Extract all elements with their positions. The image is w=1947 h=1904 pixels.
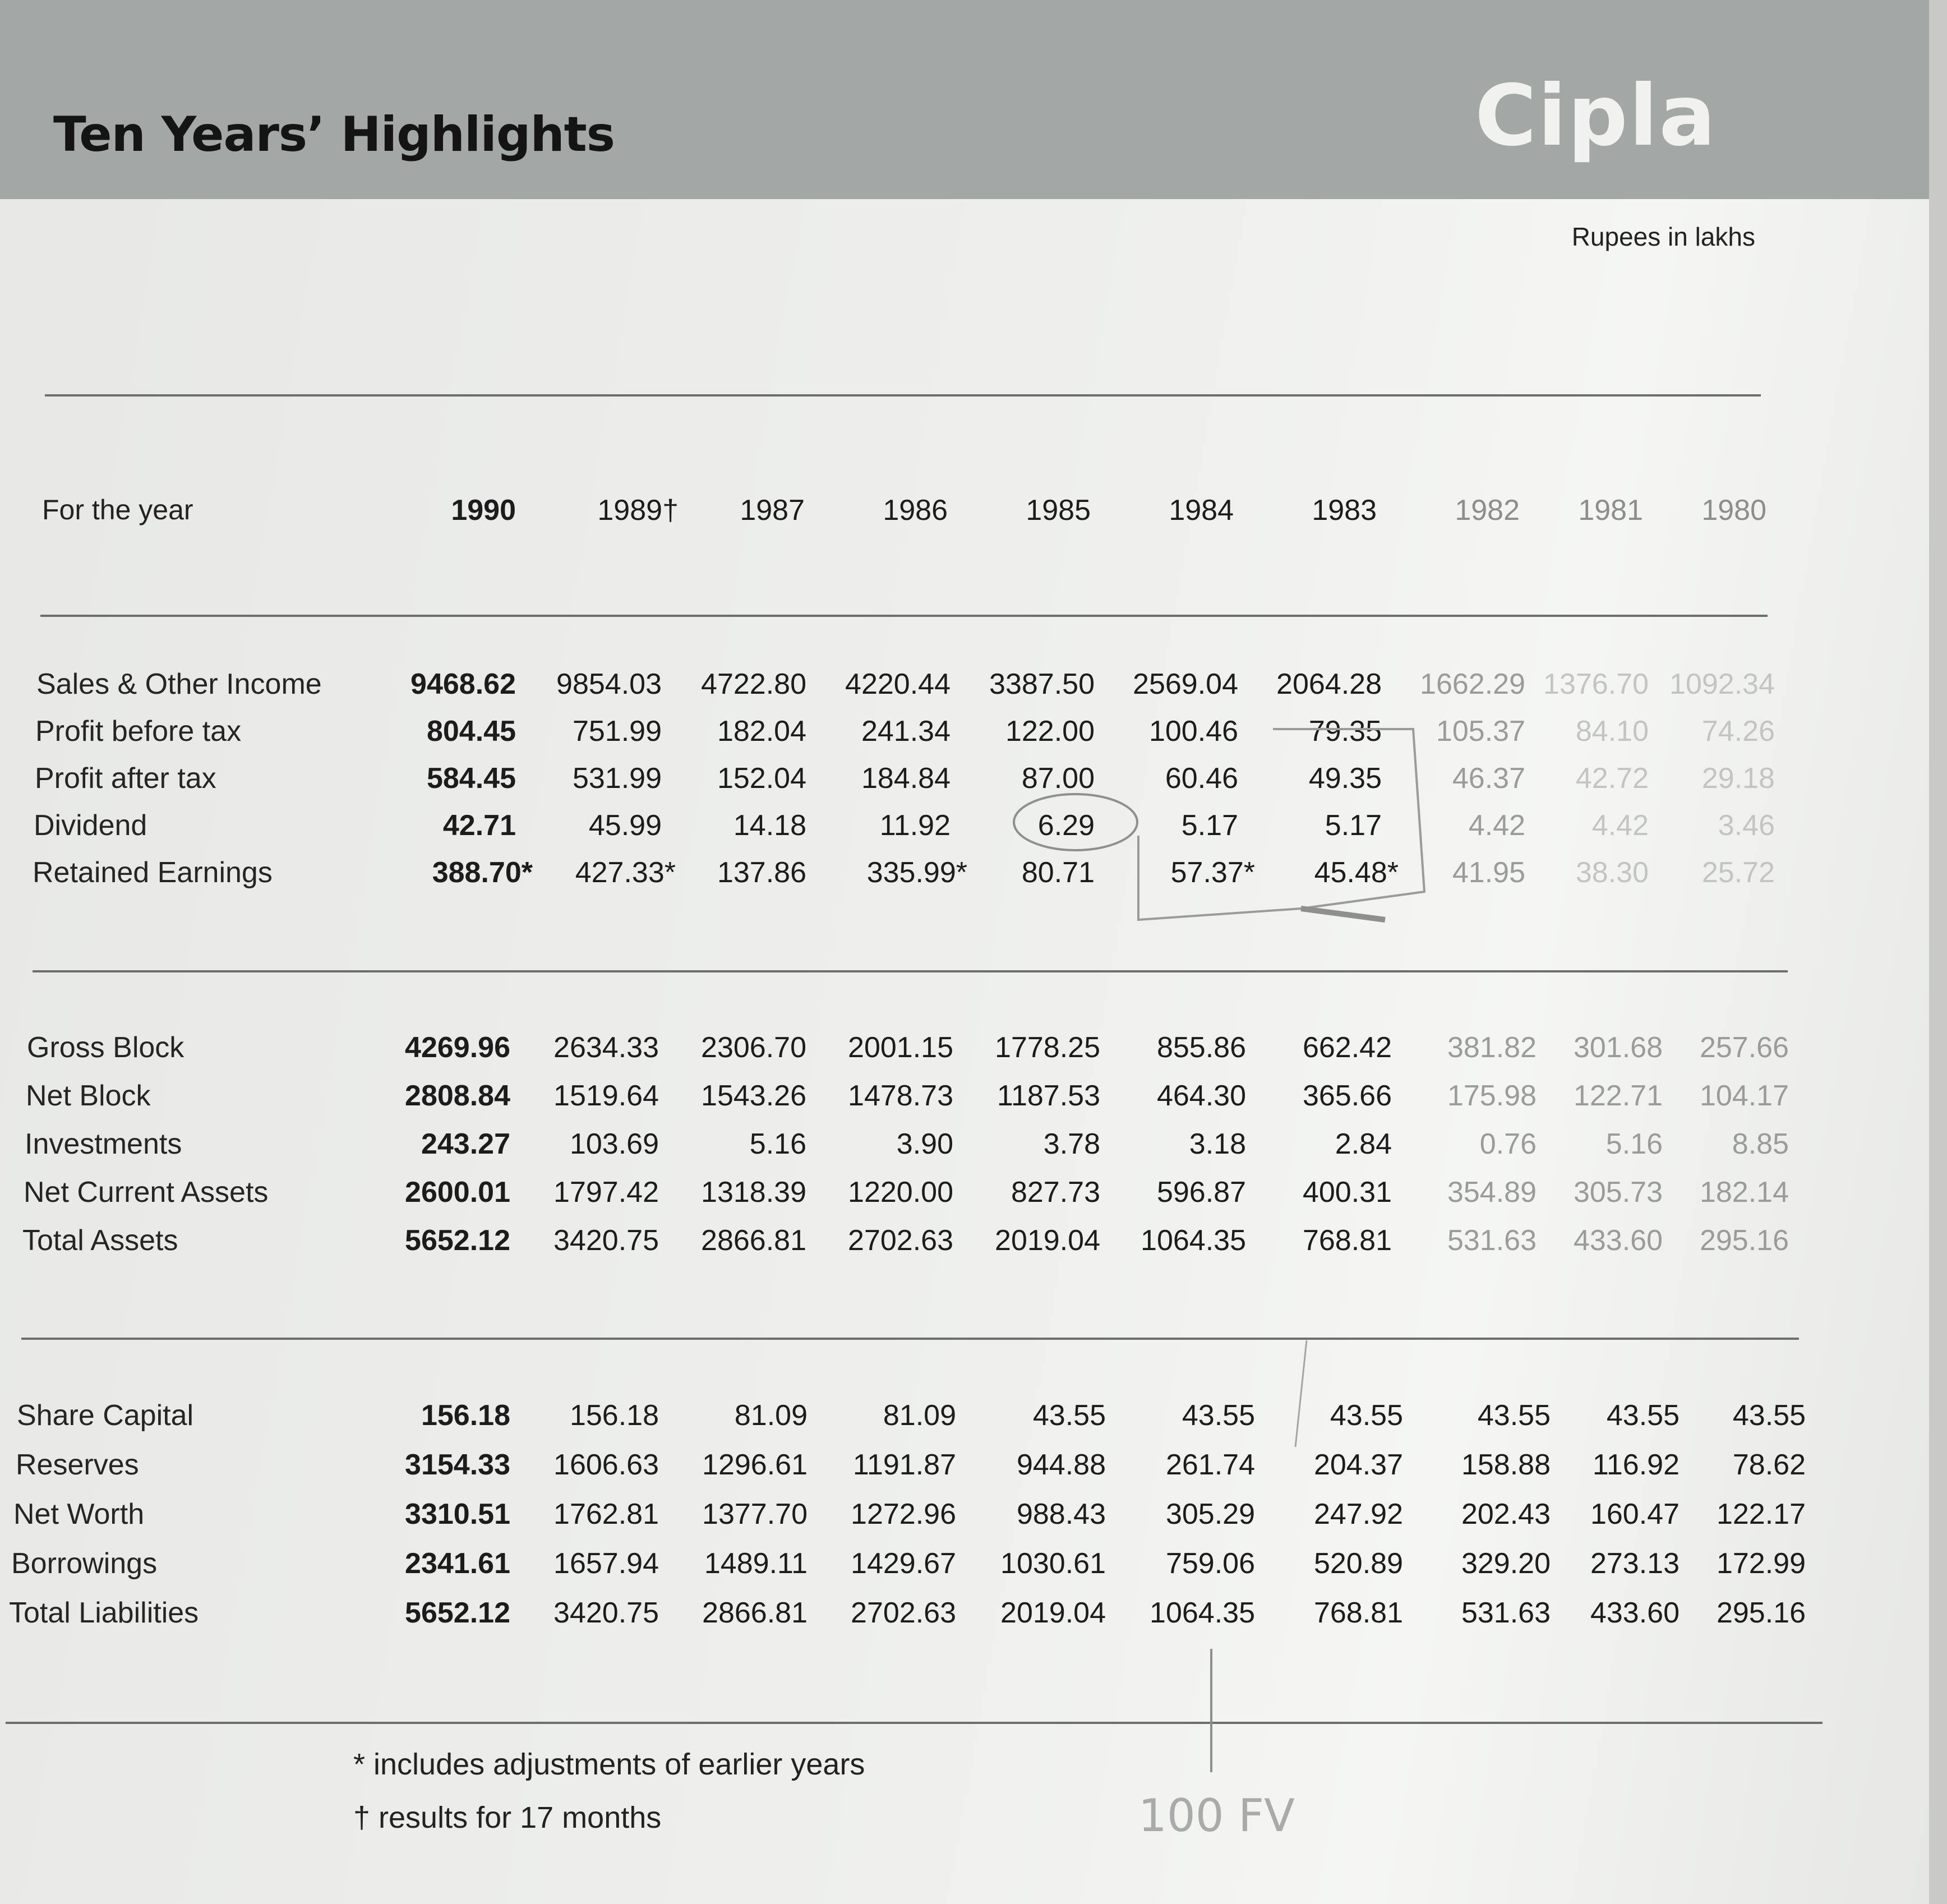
table-cell: 43.55 xyxy=(1606,1399,1680,1432)
table-cell: 531.99 xyxy=(572,762,662,795)
table-row xyxy=(0,809,1851,854)
table-cell: 3154.33 xyxy=(405,1449,510,1481)
divider xyxy=(21,1338,1799,1340)
table-cell: 241.34 xyxy=(861,715,951,748)
table-cell: 202.43 xyxy=(1461,1498,1551,1530)
table-cell: 2702.63 xyxy=(851,1597,956,1629)
table-row xyxy=(0,1399,1851,1444)
table-cell: 295.16 xyxy=(1716,1597,1806,1629)
row-label: Profit after tax xyxy=(35,762,216,795)
table-cell: 2569.04 xyxy=(1133,668,1238,700)
row-label: Net Worth xyxy=(13,1498,145,1530)
table-cell: 4269.96 xyxy=(405,1031,510,1064)
table-cell: 84.10 xyxy=(1575,715,1649,748)
table-cell: 79.35 xyxy=(1308,715,1382,748)
table-cell: 152.04 xyxy=(717,762,806,795)
table-cell: 1478.73 xyxy=(848,1080,953,1112)
table-cell: 1429.67 xyxy=(851,1547,956,1580)
table-cell: 1220.00 xyxy=(848,1176,953,1209)
row-label: Dividend xyxy=(34,809,147,842)
table-cell: 3.78 xyxy=(1043,1128,1100,1160)
row-label: Net Block xyxy=(26,1080,151,1112)
table-cell: 43.55 xyxy=(1330,1399,1403,1432)
year-header: 1980 xyxy=(1701,494,1766,527)
table-cell: 531.63 xyxy=(1461,1597,1551,1629)
divider xyxy=(6,1722,1823,1724)
table-cell: 41.95 xyxy=(1452,856,1525,889)
table-cell: 0.76 xyxy=(1479,1128,1537,1160)
table-cell: 944.88 xyxy=(1016,1449,1106,1481)
table-cell: 2808.84 xyxy=(405,1080,510,1112)
row-label: Sales & Other Income xyxy=(36,668,322,700)
table-cell: 9468.62 xyxy=(410,668,516,700)
table-cell: 60.46 xyxy=(1165,762,1238,795)
table-cell: 172.99 xyxy=(1716,1547,1806,1580)
table-cell: 329.20 xyxy=(1461,1547,1551,1580)
table-cell: 2866.81 xyxy=(702,1597,808,1629)
table-cell: 4722.80 xyxy=(701,668,806,700)
table-cell: 273.13 xyxy=(1590,1547,1680,1580)
table-cell: 4.42 xyxy=(1591,809,1649,842)
table-cell: 43.55 xyxy=(1477,1399,1551,1432)
divider xyxy=(33,970,1788,972)
table-cell: 1318.39 xyxy=(701,1176,806,1209)
table-cell: 1064.35 xyxy=(1150,1597,1255,1629)
table-cell: 2306.70 xyxy=(701,1031,806,1064)
table-cell: 596.87 xyxy=(1156,1176,1246,1209)
table-cell: 158.88 xyxy=(1461,1449,1551,1481)
table-cell: 122.00 xyxy=(1005,715,1095,748)
table-cell: 25.72 xyxy=(1701,856,1775,889)
table-cell: 3.18 xyxy=(1189,1128,1246,1160)
table-cell: 184.84 xyxy=(861,762,951,795)
table-cell: 301.68 xyxy=(1573,1031,1663,1064)
table-cell: 4.42 xyxy=(1468,809,1525,842)
table-cell: 57.37* xyxy=(1170,856,1255,889)
table-cell: 768.81 xyxy=(1302,1224,1392,1257)
table-cell: 5.16 xyxy=(749,1128,806,1160)
table-cell: 81.09 xyxy=(883,1399,956,1432)
table-cell: 520.89 xyxy=(1313,1547,1403,1580)
row-label: Profit before tax xyxy=(35,715,242,748)
table-cell: 156.18 xyxy=(421,1399,510,1432)
table-cell: 2019.04 xyxy=(1000,1597,1106,1629)
table-cell: 427.33* xyxy=(575,856,676,889)
table-cell: 1778.25 xyxy=(995,1031,1100,1064)
table-row xyxy=(0,856,1851,901)
table-cell: 5.17 xyxy=(1181,809,1238,842)
table-cell: 29.18 xyxy=(1701,762,1775,795)
table-cell: 1272.96 xyxy=(851,1498,956,1530)
table-cell: 81.09 xyxy=(734,1399,808,1432)
table-cell: 43.55 xyxy=(1732,1399,1806,1432)
table-cell: 464.30 xyxy=(1156,1080,1246,1112)
table-cell: 305.29 xyxy=(1165,1498,1255,1530)
table-cell: 1376.70 xyxy=(1543,668,1649,700)
table-cell: 1064.35 xyxy=(1141,1224,1246,1257)
table-cell: 365.66 xyxy=(1302,1080,1392,1112)
page-title: Ten Years’ Highlights xyxy=(53,107,615,163)
table-cell: 1543.26 xyxy=(701,1080,806,1112)
table-cell: 103.69 xyxy=(569,1128,659,1160)
table-cell: 3420.75 xyxy=(553,1224,659,1257)
table-cell: 4220.44 xyxy=(845,668,951,700)
divider xyxy=(40,615,1768,617)
table-row xyxy=(0,762,1851,806)
table-cell: 9854.03 xyxy=(556,668,662,700)
table-row xyxy=(0,1224,1851,1269)
table-row xyxy=(0,1448,1851,1493)
table-cell: 2064.28 xyxy=(1276,668,1382,700)
row-label: Investments xyxy=(25,1128,182,1160)
table-cell: 2600.01 xyxy=(405,1176,510,1209)
year-header: 1986 xyxy=(883,494,948,527)
table-cell: 400.31 xyxy=(1302,1176,1392,1209)
table-cell: 261.74 xyxy=(1165,1449,1255,1481)
year-header: 1990 xyxy=(451,494,516,527)
row-header-label: For the year xyxy=(42,494,193,525)
table-cell: 80.71 xyxy=(1021,856,1095,889)
table-cell: 2634.33 xyxy=(553,1031,659,1064)
table-cell: 1662.29 xyxy=(1420,668,1525,700)
table-cell: 1187.53 xyxy=(996,1080,1100,1112)
table-row xyxy=(0,1497,1851,1542)
table-cell: 2702.63 xyxy=(848,1224,953,1257)
table-cell: 5.16 xyxy=(1605,1128,1663,1160)
table-cell: 74.26 xyxy=(1701,715,1775,748)
table-cell: 2.84 xyxy=(1335,1128,1392,1160)
divider xyxy=(45,394,1761,397)
table-cell: 2341.61 xyxy=(405,1547,510,1580)
year-header: 1989† xyxy=(597,494,679,527)
row-label: Borrowings xyxy=(11,1547,158,1580)
table-cell: 3310.51 xyxy=(405,1498,510,1530)
year-header: 1984 xyxy=(1169,494,1234,527)
table-cell: 160.47 xyxy=(1590,1498,1680,1530)
table-row xyxy=(0,1175,1851,1220)
table-cell: 584.45 xyxy=(426,762,516,795)
table-cell: 49.35 xyxy=(1308,762,1382,795)
year-header: 1987 xyxy=(740,494,805,527)
table-row xyxy=(0,667,1851,712)
handwritten-note: 100 FV xyxy=(1138,1790,1295,1842)
table-cell: 38.30 xyxy=(1575,856,1649,889)
footnote-asterisk: * includes adjustments of earlier years xyxy=(353,1748,865,1781)
row-label: Reserves xyxy=(16,1449,139,1481)
table-cell: 100.46 xyxy=(1148,715,1238,748)
table-cell: 388.70* xyxy=(432,856,533,889)
table-cell: 295.16 xyxy=(1699,1224,1789,1257)
table-cell: 204.37 xyxy=(1313,1449,1403,1481)
table-cell: 11.92 xyxy=(879,809,951,842)
table-cell: 42.71 xyxy=(442,809,516,842)
table-row xyxy=(0,1596,1851,1641)
table-cell: 1377.70 xyxy=(702,1498,808,1530)
table-cell: 257.66 xyxy=(1699,1031,1789,1064)
table-cell: 531.63 xyxy=(1447,1224,1537,1257)
table-cell: 1657.94 xyxy=(553,1547,659,1580)
table-cell: 381.82 xyxy=(1447,1031,1537,1064)
table-row xyxy=(0,1547,1851,1592)
table-cell: 1092.34 xyxy=(1669,668,1775,700)
row-label: Total Liabilities xyxy=(9,1597,199,1629)
table-cell: 42.72 xyxy=(1575,762,1649,795)
table-cell: 3.46 xyxy=(1718,809,1775,842)
table-cell: 433.60 xyxy=(1573,1224,1663,1257)
table-cell: 243.27 xyxy=(421,1128,510,1160)
cipla-logo: Cipla xyxy=(1475,67,1717,165)
table-cell: 122.17 xyxy=(1716,1498,1806,1530)
table-cell: 354.89 xyxy=(1447,1176,1537,1209)
table-cell: 804.45 xyxy=(426,715,516,748)
row-label: Retained Earnings xyxy=(33,856,273,889)
table-cell: 1296.61 xyxy=(702,1449,808,1481)
table-row xyxy=(0,1127,1851,1172)
table-cell: 87.00 xyxy=(1021,762,1095,795)
table-row xyxy=(0,714,1851,759)
table-cell: 78.62 xyxy=(1732,1449,1806,1481)
table-cell: 1030.61 xyxy=(1000,1547,1106,1580)
table-cell: 305.73 xyxy=(1573,1176,1663,1209)
table-cell: 3.90 xyxy=(896,1128,953,1160)
footnote-dagger: † results for 17 months xyxy=(353,1801,662,1834)
year-header: 1981 xyxy=(1578,494,1643,527)
table-cell: 6.29 xyxy=(1037,809,1095,842)
row-label: Gross Block xyxy=(27,1031,184,1064)
table-cell: 43.55 xyxy=(1182,1399,1255,1432)
year-header: 1982 xyxy=(1455,494,1520,527)
table-cell: 43.55 xyxy=(1032,1399,1106,1432)
table-cell: 5652.12 xyxy=(405,1597,510,1629)
table-cell: 122.71 xyxy=(1573,1080,1663,1112)
table-cell: 45.48* xyxy=(1314,856,1399,889)
table-cell: 662.42 xyxy=(1302,1031,1392,1064)
table-cell: 156.18 xyxy=(569,1399,659,1432)
table-cell: 1606.63 xyxy=(553,1449,659,1481)
table-cell: 2019.04 xyxy=(995,1224,1100,1257)
table-cell: 1797.42 xyxy=(553,1176,659,1209)
table-cell: 855.86 xyxy=(1156,1031,1246,1064)
table-cell: 5652.12 xyxy=(405,1224,510,1257)
table-row xyxy=(0,1031,1851,1076)
table-cell: 137.86 xyxy=(717,856,806,889)
table-cell: 116.92 xyxy=(1592,1449,1680,1481)
table-cell: 247.92 xyxy=(1313,1498,1403,1530)
year-header: 1985 xyxy=(1026,494,1091,527)
table-cell: 827.73 xyxy=(1011,1176,1100,1209)
table-cell: 1489.11 xyxy=(704,1547,808,1580)
table-cell: 433.60 xyxy=(1590,1597,1680,1629)
table-cell: 988.43 xyxy=(1016,1498,1106,1530)
table-cell: 175.98 xyxy=(1447,1080,1537,1112)
table-cell: 1519.64 xyxy=(553,1080,659,1112)
table-cell: 45.99 xyxy=(588,809,662,842)
table-cell: 8.85 xyxy=(1732,1128,1789,1160)
table-cell: 46.37 xyxy=(1452,762,1525,795)
table-cell: 335.99* xyxy=(866,856,967,889)
table-cell: 14.18 xyxy=(733,809,806,842)
table-cell: 3387.50 xyxy=(989,668,1095,700)
row-label: Share Capital xyxy=(17,1399,194,1432)
table-cell: 751.99 xyxy=(572,715,662,748)
table-cell: 182.04 xyxy=(717,715,806,748)
table-cell: 1191.87 xyxy=(852,1449,956,1481)
table-cell: 104.17 xyxy=(1699,1080,1789,1112)
unit-note: Rupees in lakhs xyxy=(1571,222,1755,251)
row-label: Total Assets xyxy=(22,1224,178,1257)
table-cell: 1762.81 xyxy=(553,1498,659,1530)
table-cell: 105.37 xyxy=(1436,715,1525,748)
table-row xyxy=(0,1079,1851,1124)
table-cell: 768.81 xyxy=(1313,1597,1403,1629)
table-cell: 182.14 xyxy=(1699,1176,1789,1209)
table-cell: 2001.15 xyxy=(848,1031,953,1064)
table-cell: 3420.75 xyxy=(553,1597,659,1629)
year-header: 1983 xyxy=(1312,494,1377,527)
table-cell: 759.06 xyxy=(1165,1547,1255,1580)
table-cell: 2866.81 xyxy=(701,1224,806,1257)
row-label: Net Current Assets xyxy=(24,1176,269,1209)
table-cell: 5.17 xyxy=(1325,809,1382,842)
